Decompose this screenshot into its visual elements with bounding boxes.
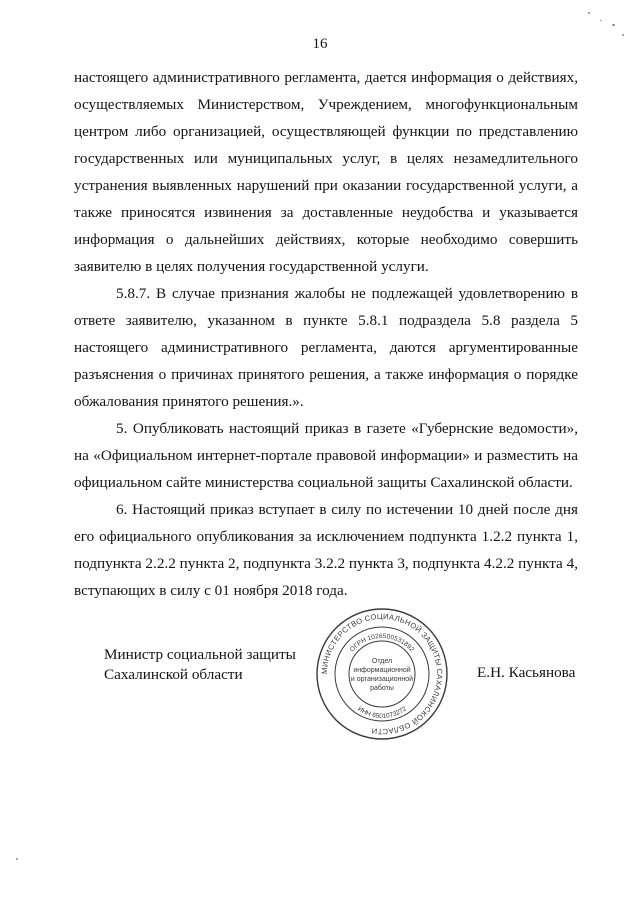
official-stamp	[314, 606, 450, 742]
stamp-inner-ring	[349, 641, 415, 707]
signatory-position-line2: Сахалинской области	[104, 666, 243, 683]
stamp-ogrn: ОГРН 1026500531892	[348, 632, 416, 654]
scan-speck	[588, 12, 590, 14]
paragraph-continuation: настоящего административного регламента, дается информация о действиях, осуществляемых Министерством, Учреждением, многофункциональным центром либо организацией, осуществляющей функции по представлению государственных или муниципальных услуг, в целях незамедлительного устранения выявленных нарушений при оказании государственной услуги, а также приносятся извинения за доставленные неудобства и указывается информация о дальнейших действиях, которые необходимо совершить заявителю в целях получения государственной услуги.	[74, 69, 578, 275]
stamp-center-line1: Отдел	[371, 658, 393, 665]
document-body	[74, 64, 578, 604]
paragraph-5-8-7: 5.8.7. В случае признания жалобы не подлежащей удовлетворению в ответе заявителю, указанном в пункте 5.8.1 подраздела 5.8 раздела 5 настоящего административного регламента, даются аргументированные разъяснения о причинах принятого решения, а также информация о порядке обжалования принятого решения.».	[74, 285, 578, 410]
scan-speck	[622, 34, 624, 36]
scan-speck	[612, 24, 615, 26]
stamp-center-line2: информационной	[353, 667, 411, 674]
signatory-name: Е.Н. Касьянова	[477, 664, 576, 681]
scan-speck	[16, 858, 18, 860]
scan-speck	[600, 20, 602, 21]
signatory-position	[104, 645, 296, 685]
stamp-center-line4: работы	[370, 685, 394, 692]
signatory-position-line1: Министр социальной защиты	[104, 646, 296, 663]
stamp-center-line3: и организационной	[350, 676, 414, 683]
stamp-outer-text: МИНИСТЕРСТВО СОЦИАЛЬНОЙ ЗАЩИТЫ САХАЛИНСКОЙ ОБЛАСТИ	[319, 611, 445, 737]
paragraph-item-5: 5. Опубликовать настоящий приказ в газете «Губернские ведомости», на «Официальном интернет-портале правовой информации» и разместить на официальном сайте министерства социальной защиты Сахалинской области.	[74, 420, 578, 491]
paragraph-item-6: 6. Настоящий приказ вступает в силу по истечении 10 дней после дня его официального опубликования за исключением подпункта 1.2.2 пункта 1, подпункта 2.2.2 пункта 2, подпункта 3.2.2 пункта 3, подпункта 4.2.2 пункта 4, вступающих в силу с 01 ноября 2018 года.	[74, 501, 578, 599]
stamp-inn: ИНН 6501073272	[356, 705, 408, 721]
page-number: 16	[312, 36, 328, 52]
